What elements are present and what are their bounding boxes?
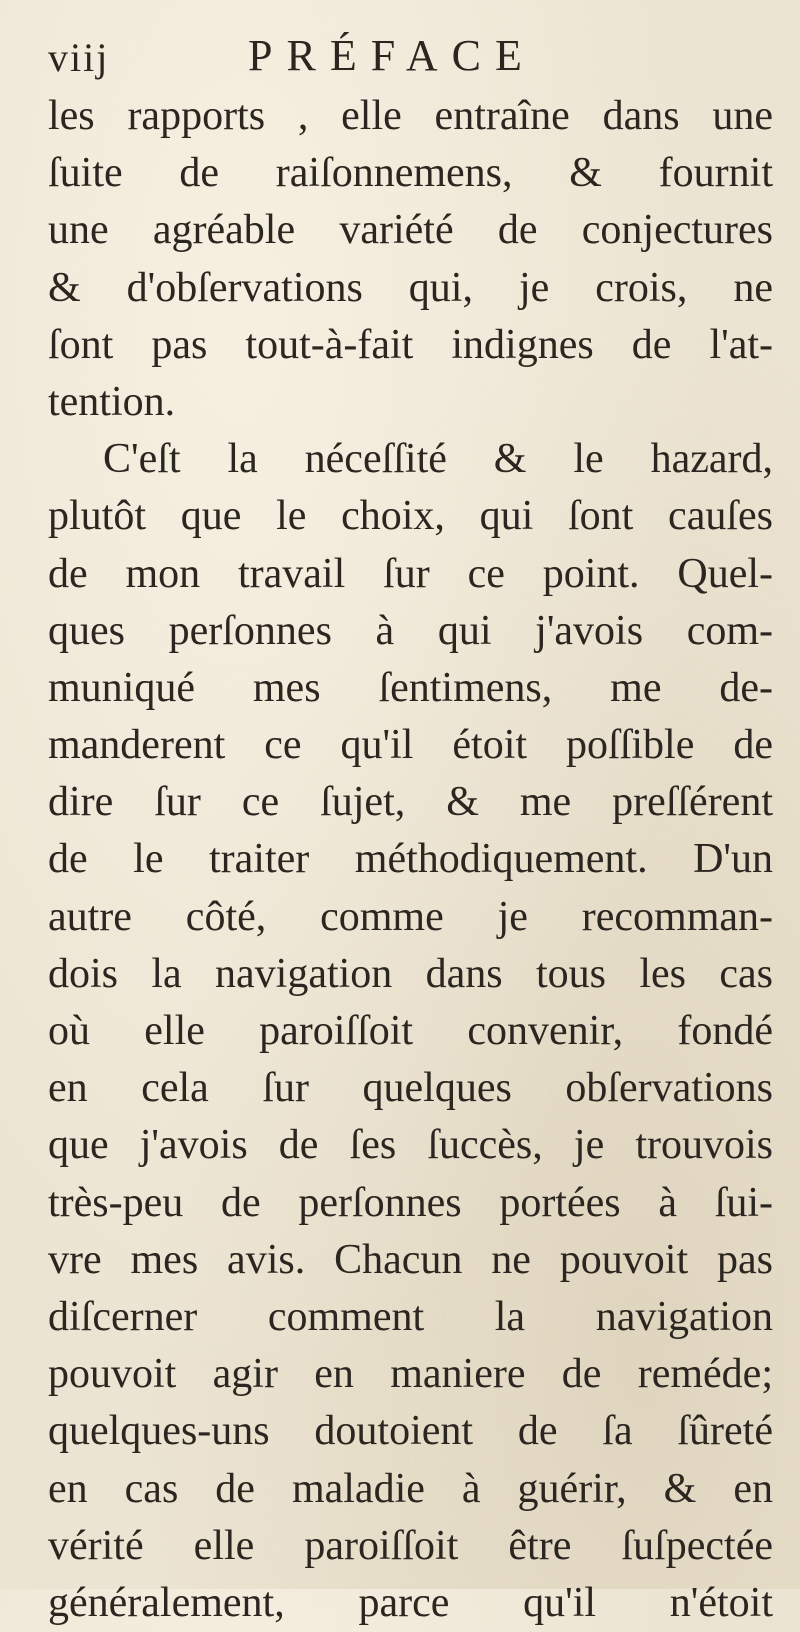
text-line: ſont pas tout-à-fait indignes de l'at- [48,321,773,368]
text-line: & d'obſervations qui, je crois, ne [48,264,773,311]
text-line: C'eſt la néceſſité & le hazard, [103,436,773,483]
text-line: autre côté, comme je recomman- [48,893,773,940]
text-line: que j'avois de ſes ſuccès, je trouvois [48,1122,773,1169]
text-line: de le traiter méthodiquement. D'un [48,836,773,883]
text-line: en cas de maladie à guérir, & en [48,1465,773,1512]
text-line: muniqué mes ſentimens, me de- [48,664,773,711]
text-line: pouvoit agir en maniere de reméde; [48,1351,773,1398]
text-line: en cela ſur quelques obſervations [48,1065,773,1112]
text-line: vre mes avis. Chacun ne pouvoit pas [48,1236,773,1283]
text-line: tention. [48,378,176,425]
text-line: manderent ce qu'il étoit poſſible de [48,722,773,769]
text-line: quelques-uns doutoient de ſa ſûreté [48,1408,773,1455]
text-line: ques perſonnes à qui j'avois com- [48,607,773,654]
page-number: viij [48,35,110,80]
text-line: diſcerner comment la navigation [48,1293,773,1340]
body-text [48,88,773,1632]
text-line: dois la navigation dans tous les cas [48,950,773,997]
text-line: où elle paroiſſoit convenir, fondé [48,1008,773,1054]
text-line: ſuite de raiſonnemens, & fournit [48,150,773,197]
text-line: dire ſur ce ſujet, & me preſſérent [48,779,773,826]
text-line: très-peu de perſonnes portées à ſui- [48,1179,773,1226]
page-header [48,28,768,88]
text-line: vérité elle paroiſſoit être ſuſpectée [48,1522,773,1569]
text-line: de mon travail ſur ce point. Quel- [48,550,773,597]
text-line: les rapports , elle entraîne dans une [48,93,773,139]
running-title: PRÉFACE [248,31,536,80]
text-line: plutôt que le choix, qui ſont cauſes [48,493,773,540]
text-line: généralement, parce qu'il n'étoit [48,1579,773,1626]
text-line: une agréable variété de conjectures [48,207,773,254]
